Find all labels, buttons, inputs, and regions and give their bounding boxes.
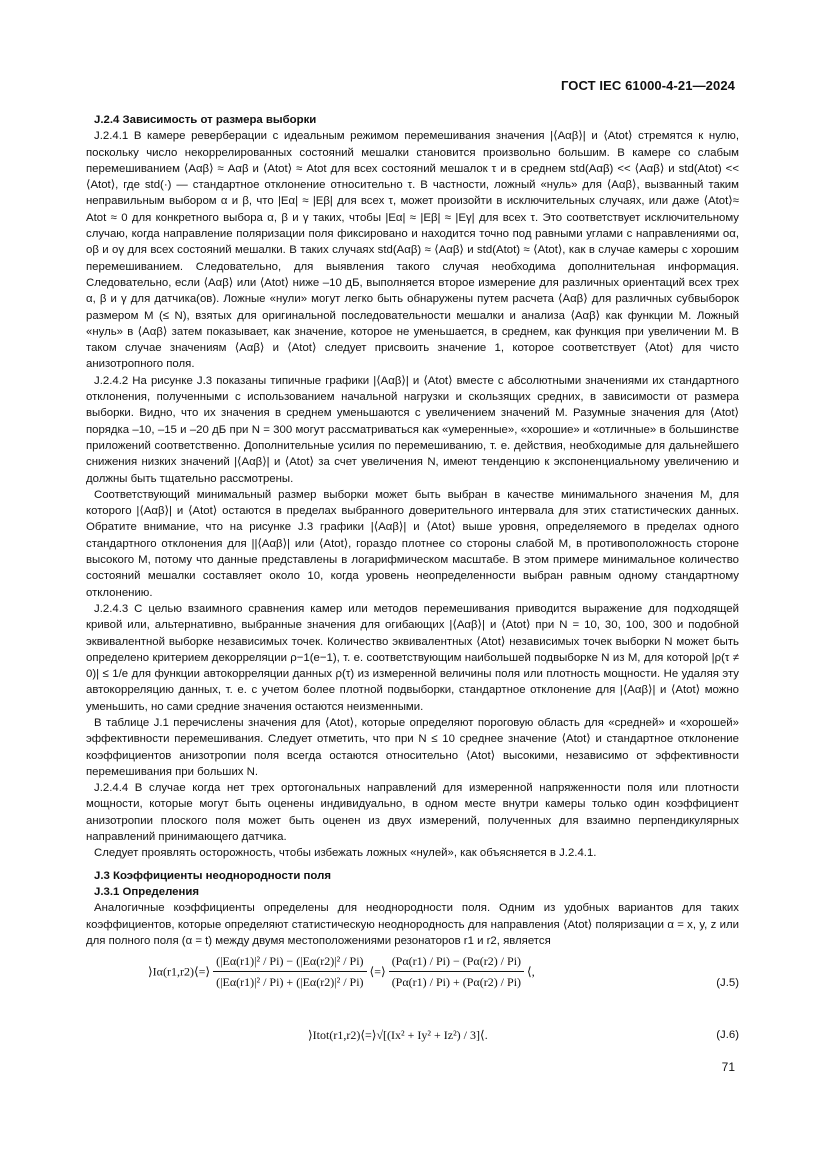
paragraph-j2-4-3: J.2.4.3 С целью взаимного сравнения камер или методов перемешивания приводится выражение для подходящей кривой или, альтернативно, выбранные значения для огибающих |⟨Aαβ⟩| и ⟨Atot⟩ при N = 10, 30, 100, 300 и подобной эквивалентной выборке независимых точек. Количество эквивалентных ⟨Atot⟩ независимых точек выборки N может быть определено критерием декорреляции ρ−1(e−1), т. е. соответствующим наибольшей подвыборке N из M, для которой |ρ(τ ≠ 0)| ≤ 1/e для функции автокорреляции данных ρ(τ) из измеренной величины поля или плотность мощности. Не удаляя эту автокорреляцию данных, т. е. с учетом более плотной подвыборки, стандартное отклонение для |⟨Aαβ⟩| и ⟨Atot⟩ можно уменьшить, но сами средние значения остаются неизменными. xyxy=(86,602,739,713)
section-heading-j3: J.3 Коэффициенты неоднородности поля xyxy=(94,869,331,882)
section-heading-j24: J.2.4 Зависимость от размера выборки xyxy=(94,114,317,126)
paragraph-j2-4-2: J.2.4.2 На рисунке J.3 показаны типичные графики |⟨Aαβ⟩| и ⟨Atot⟩ вместе с абсолютными значениями их стандартного отклонения, полученными с использованием начальной нагрузки и скользящих средних, в зависимости от размера выборки. Видно, что их значения в среднем уменьшаются с увеличением значений M. Разумные значения для ⟨Atot⟩ порядка –10, –15 и –20 дБ при N = 300 могут рассматриваться как «умеренные», «хорошие» и «отличные» в большинстве приложений соответственно. Дополнительные усилия по перемешиванию, т. е. действия, необходимые для дальнейшего снижения низких значений |⟨Aαβ⟩| и ⟨Atot⟩ за счет увеличения N, имеют тенденцию к экспоненциальному увеличению и должны быть тщательно рассмотрены. xyxy=(86,374,739,485)
equation-j5-fraction-power xyxy=(389,953,524,991)
equation-j5-number: (J.5) xyxy=(716,977,739,990)
page-number: 71 xyxy=(721,1060,735,1074)
equation-j5-lhs: ⟩Iα(r1,r2)⟨=⟩ xyxy=(148,964,211,979)
equation-j5-numerator-power: (Pα(r1) / Pi) − (Pα(r2) / Pi) xyxy=(389,953,524,972)
equation-j5-fraction-field xyxy=(213,953,366,991)
paragraph-j2-4-1: J.2.4.1 В камере реверберации с идеальным режимом перемешивания значения |⟨Aαβ⟩| и ⟨Atot⟩ стремятся к нулю, поскольку число некоррелированных состояний мешалки становится произвольно большим. В камере со слабым перемешиванием ⟨Aαβ⟩ ≈ Aαβ и ⟨Atot⟩ ≈ Atot для всех состояний мешалок τ и в среднем std(Aαβ) << ⟨Aαβ⟩ и std(Atot) << ⟨Atot⟩, где std(·) — стандартное отклонение относительно τ. В частности, ложный «нуль» для ⟨Aαβ⟩, вызванный таким неправильным выбором α и β, что |Eα| ≈ |Eβ| для всех τ, может произойти в исключительных случаях, или даже ⟨Atot⟩≈ Atot ≈ 0 для конкретного выбора α, β и γ таких, чтобы |Eα| ≈ |Eβ| ≈ |Eγ| для всех τ. Это соответствует исключительному случаю, когда направление поляризации поля фиксировано и находится точно под равными углами с направлениями оα, оβ и оγ для всех состояний мешалки. В таких случаях std(Aαβ) ≈ ⟨Aαβ⟩ и std(Atot) ≈ ⟨Atot⟩, как в случае камеры с хорошим перемешиванием. Следовательно, для выявления такого случая необходима дополнительная информация. Следовательно, если ⟨Aαβ⟩ или ⟨Atot⟩ ниже –10 дБ, выполняется второе измерение для различных ориентаций всех трех α, β и γ для датчика(ов). Ложные «нули» могут легко быть обнаружены путем расчета ⟨Aαβ⟩ для различных субвыборок размером M (≤ N), взятых для оригинальной последовательности мешалки и анализа ⟨Aαβ⟩ как функции M. Ложный «нуль» в ⟨Aαβ⟩ затем показывает, как значение, которое не уменьшается, в среднем, как функция при увеличении M. В таком случае значениям ⟨Aαβ⟩ и ⟨Atot⟩ следует присвоить значение 1, которое соответствует ⟨Atot⟩ для чисто анизотропного поля. xyxy=(86,130,739,371)
equation-j5-denominator-field: (|Eα(r1)|² / Pi) + (|Eα(r2)|² / Pi) xyxy=(216,975,364,990)
equation-j6-expression: ⟩Itot(r1,r2)⟨=⟩√[(Ix² + Iy² + Iz²) / 3]⟨. xyxy=(308,1028,488,1043)
paragraph-j2-4-2-continued: Соответствующий минимальный размер выборки может быть выбран в качестве минимального значения M, для которого |⟨Aαβ⟩| и ⟨Atot⟩ остаются в пределах выбранного доверительного интервала для этих статистических данных. Обратите внимание, что на рисунке J.3 графики |⟨Aαβ⟩| и ⟨Atot⟩ выше уровня, определяемого в пределах одного стандартного отклонения для ||⟨Aαβ⟩| или ⟨Atot⟩, гораздо плотнее со стороны слабой M, в противоположность стороне высокого M, потому что данные представлены в логарифмическом масштабе. В этом примере минимальное количество состояний мешалки составляет около 10, когда уровень неопределенности выбран равным одному стандартному отклонению. xyxy=(86,488,739,599)
equation-j5-equals: ⟨=⟩ xyxy=(369,964,386,979)
equation-j6 xyxy=(86,1019,739,1053)
paragraph-j3-1: Аналогичные коэффициенты определены для неоднородности поля. Одним из удобных вариантов для таких коэффициентов, которые определяют статистическую неоднородность для направления ⟨Atot⟩ поляризации α = x, y, z или для полного поля (α = t) между двумя местоположениями резонаторов r1 и r2, является xyxy=(86,902,739,947)
equation-j5-tail: ⟨, xyxy=(527,964,535,979)
equation-j5 xyxy=(86,949,739,1019)
equation-j5-denominator-power: (Pα(r1) / Pi) + (Pα(r2) / Pi) xyxy=(391,975,522,990)
document-header: ГОСТ IEC 61000-4-21—2024 xyxy=(560,78,735,93)
equation-j6-number: (J.6) xyxy=(716,1029,739,1042)
equation-j5-numerator-field: (|Eα(r1)|² / Pi) − (|Eα(r2)|² / Pi) xyxy=(213,953,366,972)
page-body xyxy=(86,112,739,1053)
subsection-heading-j3-1: J.3.1 Определения xyxy=(94,885,200,898)
paragraph-j2-4-4: J.2.4.4 В случае когда нет трех ортогональных направлений для измеренной напряженности поля или плотности мощности, которые могут быть оценены индивидуально, в одном месте внутри камеры только один коэффициент анизотропии плоского поля может быть оценен из двух измерений, полученных для взаимно перпендикулярных направлений принимающего датчика. xyxy=(86,782,739,844)
paragraph-j2-4-4-continued: Следует проявлять осторожность, чтобы избежать ложных «нулей», как объясняется в J.2.4.1. xyxy=(94,847,597,860)
paragraph-j2-4-3-continued: В таблице J.1 перечислены значения для ⟨Atot⟩, которые определяют пороговую область для «средней» и «хорошей» эффективности перемешивания. Следует отметить, что при N ≤ 10 среднее значение ⟨Atot⟩ и стандартное отклонение коэффициентов анизотропии поля всегда остаются относительно ⟨Atot⟩ высокими, независимо от эффективности перемешивания при больших N. xyxy=(86,716,739,778)
